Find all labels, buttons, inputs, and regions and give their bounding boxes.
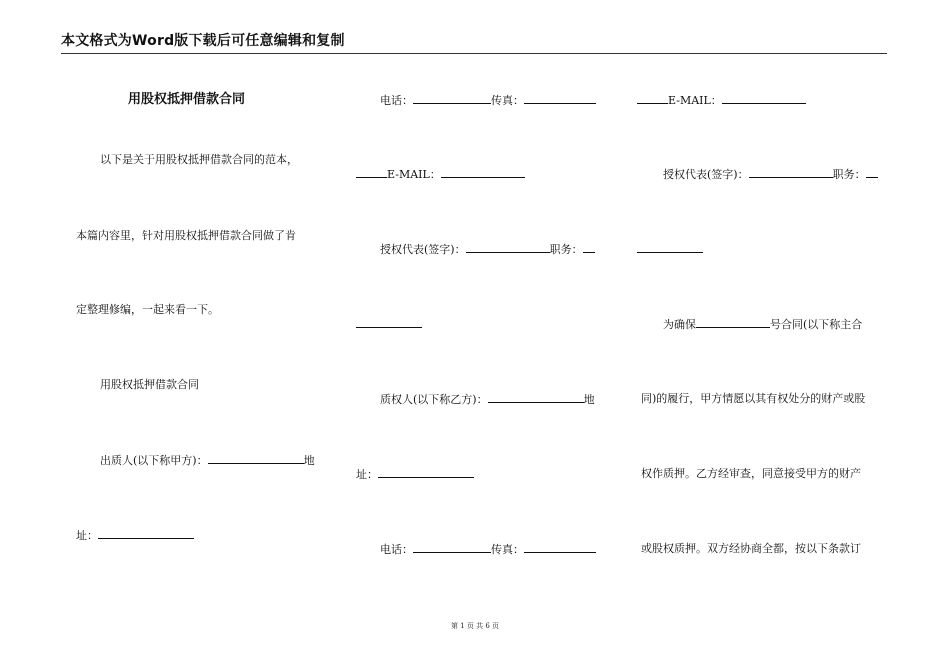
- contact-line-2: [380, 542, 596, 557]
- fax-label: 传真：: [491, 94, 524, 107]
- representative-label: 授权代表(签字)：: [380, 243, 466, 256]
- contract-number-blank: [696, 317, 770, 328]
- email-prefix-blank: [637, 93, 668, 104]
- pledgee-blank: [488, 392, 584, 403]
- pledgee-label: 质权人(以下称乙方)：: [380, 393, 488, 406]
- page-number: 第 1 页 共 6 页: [450, 622, 500, 630]
- address-line: [76, 528, 194, 543]
- email-label: E-MAIL：: [668, 94, 722, 107]
- position-continuation-line: [637, 242, 703, 257]
- header-notice: 本文格式为Word版下载后可任意编辑和复制: [61, 33, 345, 49]
- email-label: E-MAIL：: [387, 168, 441, 181]
- address-label-part: 地: [583, 393, 595, 406]
- representative-label: 授权代表(签字)：: [663, 168, 749, 181]
- clause-line-2: 同)的履行，甲方情愿以其有权处分的财产或股: [641, 392, 866, 405]
- text-column-3: [637, 0, 887, 672]
- email-blank: [441, 167, 525, 178]
- contract-subtitle: 用股权抵押借款合同: [100, 378, 199, 391]
- signature-blank: [749, 167, 833, 178]
- representative-line: [380, 242, 595, 257]
- email-line: [637, 93, 806, 108]
- position-label: 职务：: [832, 168, 866, 181]
- text-column-2: [356, 0, 608, 672]
- tel-label: 电话：: [380, 543, 413, 556]
- position-blank-continued: [356, 317, 422, 328]
- pledgor-line: [100, 453, 315, 468]
- signature-blank: [466, 242, 550, 253]
- position-blank: [866, 167, 878, 178]
- tel-label: 电话：: [380, 94, 413, 107]
- clause-line-1: [663, 317, 862, 332]
- pledgee-line: [380, 392, 595, 407]
- fax-blank: [524, 542, 596, 553]
- email-line: [356, 167, 525, 182]
- intro-line-1: 以下是关于用股权抵押借款合同的范本，: [100, 153, 298, 166]
- fax-label: 传真：: [491, 543, 524, 556]
- clause-text-b: 号合同(以下称主合: [770, 318, 863, 331]
- email-prefix-blank: [356, 167, 387, 178]
- email-blank: [722, 93, 806, 104]
- contact-line-1: [380, 93, 596, 108]
- intro-line-2: 本篇内容里，针对用股权抵押借款合同做了肯: [76, 229, 296, 242]
- clause-line-3: 权作质押。乙方经审查，同意接受甲方的财产: [641, 467, 861, 480]
- tel-blank: [413, 542, 491, 553]
- fax-blank: [524, 93, 596, 104]
- position-blank: [583, 242, 595, 253]
- intro-line-3: 定整理修编，一起来看一下。: [76, 303, 219, 316]
- pledgor-blank: [208, 453, 304, 464]
- position-blank-continued: [637, 242, 703, 253]
- clause-line-4: 或股权质押。双方经协商全都，按以下条款订: [641, 542, 861, 555]
- pledgor-label: 出质人(以下称甲方)：: [100, 454, 208, 467]
- address-blank: [98, 528, 194, 539]
- document-title: 用股权抵押借款合同: [128, 92, 246, 107]
- text-column-1: [76, 0, 326, 672]
- representative-line: [663, 167, 878, 182]
- address-label-part: 地: [303, 454, 315, 467]
- tel-blank: [413, 93, 491, 104]
- address-label: 址：: [356, 468, 378, 481]
- clause-text-a: 为确保: [663, 318, 696, 331]
- address-line: [356, 467, 474, 482]
- address-blank: [378, 467, 474, 478]
- position-continuation-line: [356, 317, 422, 332]
- address-label: 址：: [76, 529, 98, 542]
- position-label: 职务：: [549, 243, 583, 256]
